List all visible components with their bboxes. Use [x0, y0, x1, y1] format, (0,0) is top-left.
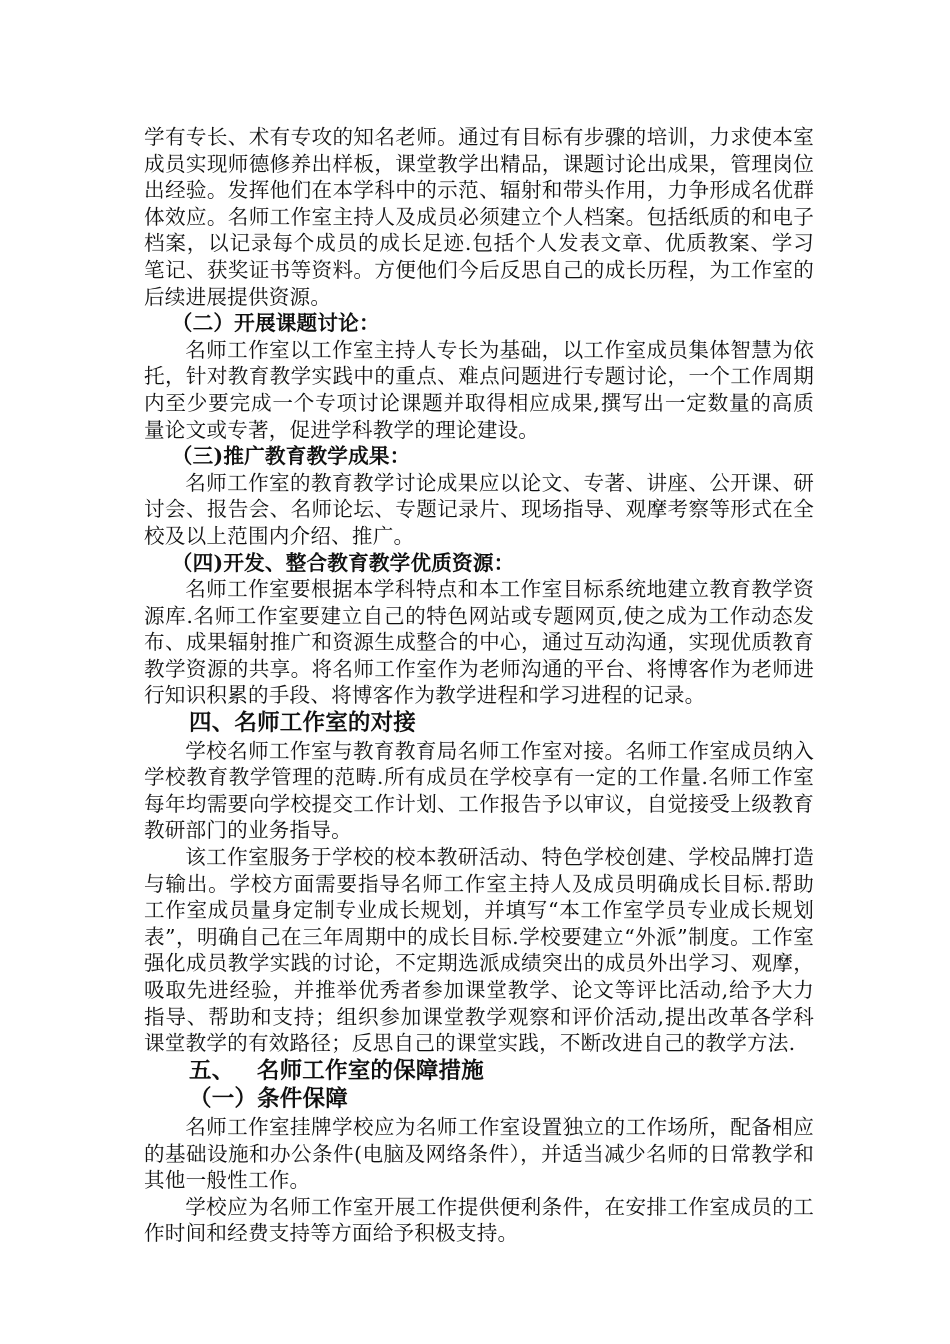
- paragraph-support: 学校应为名师工作室开展工作提供便利条件，在安排工作室成员的工作时间和经费支持等方面给予积极支持。: [144, 1194, 814, 1246]
- paragraph-school-service: 该工作室服务于学校的校本教研活动、特色学校创建、学校品牌打造与输出。学校方面需要指导名师工作室主持人及成员明确成长目标.帮助工作室成员量身定制专业成长规划，并填写“本工作室学员专业成长规划表”，明确自己在三年周期中的成长目标.学校要建立“外派”制度。工作室强化成员教学实践的讨论，不定期选派成绩突出的成员外出学习、观摩，吸取先进经验，并推举优秀者参加课堂教学、论文等评比活动,给予大力指导、帮助和支持；组织参加课堂教学观察和评价活动,提出改革各学科课堂教学的有效路径；反思自己的课堂实践，不断改进自己的教学方法.: [144, 845, 814, 1056]
- subheading-research: （二）开展课题讨论：: [171, 311, 380, 336]
- section-number: 五、: [189, 1057, 235, 1084]
- section-heading-docking: 四、名师工作室的对接: [189, 710, 417, 737]
- paragraph-docking: 学校名师工作室与教育教育局名师工作室对接。名师工作室成员纳入学校教育教学管理的范畴.所有成员在学校享有一定的工作量.名师工作室每年均需要向学校提交工作计划、工作报告予以审议，自觉接受上级教育教研部门的业务指导。: [144, 738, 814, 843]
- subheading-promotion: （三)推广教育教学成果：: [171, 444, 411, 469]
- paragraph-promotion: 名师工作室的教育教学讨论成果应以论文、专著、讲座、公开课、研讨会、报告会、名师论坛、专题记录片、现场指导、观摩考察等形式在全校及以上范围内介绍、推广。: [144, 470, 814, 548]
- paragraph-conditions: 名师工作室挂牌学校应为名师工作室设置独立的工作场所，配备相应的基础设施和办公条件(电脑及网络条件），并适当减少名师的日常教学和其他一般性工作。: [144, 1114, 814, 1193]
- document-body: [144, 124, 814, 1247]
- paragraph-continuation: 学有专长、术有专攻的知名老师。通过有目标有步骤的培训，力求使本室成员实现师德修养出样板，课堂教学出精品，课题讨论出成果，管理岗位出经验。发挥他们在本学科中的示范、辐射和带头作用，力争形成名优群体效应。名师工作室主持人及成员必须建立个人档案。包括纸质的和电子档案，以记录每个成员的成长足迹.包括个人发表文章、优质教案、学习笔记、获奖证书等资料。方便他们今后反思自己的成长历程，为工作室的后续进展提供资源。: [144, 125, 814, 309]
- paragraph-research: 名师工作室以工作室主持人专长为基础，以工作室成员集体智慧为依托，针对教育教学实践中的重点、难点问题进行专题讨论，一个工作周期内至少要完成一个专项讨论课题并取得相应成果,撰写出一定数量的高质量论文或专著，促进学科教学的理论建设。: [144, 337, 814, 442]
- section-heading-safeguards: [144, 1057, 814, 1086]
- subheading-resources: （四)开发、整合教育教学优质资源：: [171, 550, 515, 575]
- subheading-conditions: （一）条件保障: [189, 1086, 348, 1113]
- section-title: 名师工作室的保障措施: [256, 1057, 484, 1084]
- paragraph-resources: 名师工作室要根据本学科特点和本工作室目标系统地建立教育教学资源库.名师工作室要建立自己的特色网站或专题网页,使之成为工作动态发布、成果辐射推广和资源生成整合的中心，通过互动沟通，实现优质教育教学资源的共享。将名师工作室作为老师沟通的平台、将博客作为老师进行知识积累的手段、将博客作为教学进程和学习进程的记录。: [144, 577, 814, 708]
